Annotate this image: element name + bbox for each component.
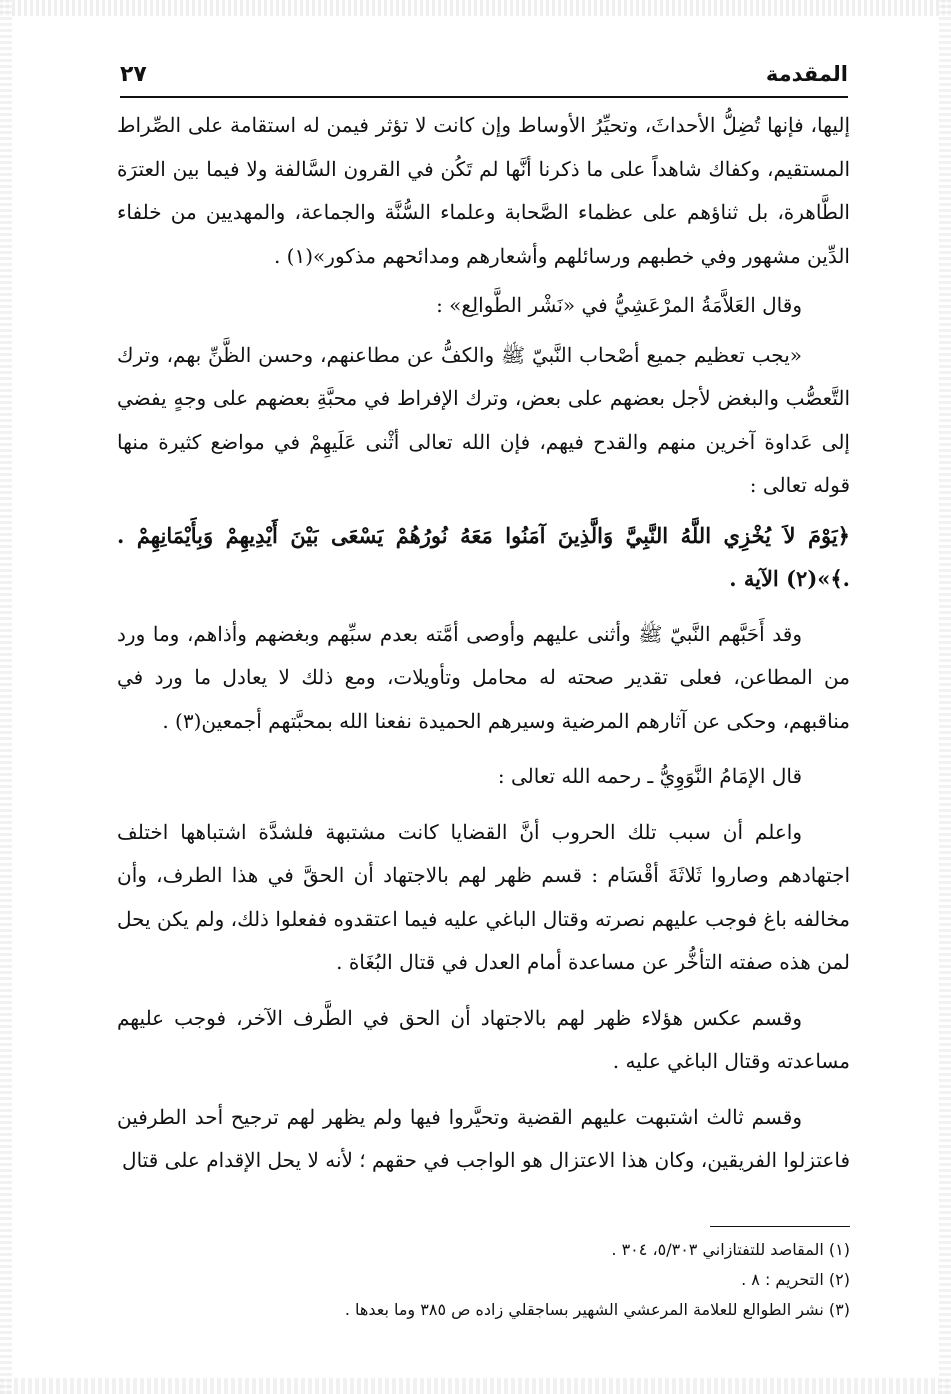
quran-verse: ﴿يَوْمَ لاَ يُخْزِي اللَّهُ النَّبِيَّ وَالَّذِينَ آمَنُوا مَعَهُ نُورُهُمْ يَسْعَى بَيْنَ أَيْدِيهِمْ وَبِأَيْمَانِهِمْ . .﴾»(٢) الآية . (117, 522, 850, 591)
scan-edge-right (939, 0, 951, 1394)
page-number: ٢٧ (120, 62, 147, 87)
paragraph-2: وقال العَلاَّمَةُ المرْعَشِيُّ في «نَشْر الطَّوالِع» : (436, 293, 802, 317)
paragraph-6: قال الإمَامُ النَّوَوِيُّ ـ رحمه الله تعالى : (497, 764, 802, 788)
paragraph-1: إليها، فإنها تُضِلُّ الأحداثَ، وتحيِّرُ الأوساط وإن كانت لا تؤثر فيمن له استقامة على الصِّراط المستقيم، وكفاك شاهداً على ما ذكرنا أنَّها لم تَكُن في القرون السَّالفة ولا فيما بين العترَة الطَّاهرة، بل ثناؤهم على عظماء الصَّحابة وعلماء السُّنَّة والجماعة، والمهديين من خلفاء الدِّين مشهور وفي خطبهم ورسائلهم وأشعارهم ومدائحهم مذكور»(١) . (117, 113, 850, 268)
paragraph-5: وقد أَحَبَّهم النَّبيّ ﷺ وأثنى عليهم وأوصى أمَّته بعدم سبِّهم وبغضهم وأذاهم، وما ورد من المطاعن، فعلى تقدير صحته له محامل وتأويلات، ومع ذلك لا يعادل ما ورد في مناقبهم، وحكى عن آثارهم المرضية وسيرهم الحميدة نفعنا الله بمحبَّتهم أجمعين(٣) . (117, 621, 850, 733)
footnote-2: (٢) التحريم : ٨ . (741, 1270, 850, 1289)
paragraph-9: وقسم ثالث اشتبهت عليهم القضية وتحيَّروا فيها ولم يظهر لهم ترجيح أحد الطرفين فاعتزلوا الفريقين، وكان هذا الاعتزال هو الواجب في حقهم ؛ لأنه لا يحل الإقدام على قتال (117, 1104, 850, 1172)
footnote-3: (٣) نشر الطوالع للعلامة المرعشي الشهير بساجقلي زاده ص ٣٨٥ وما بعدها . (344, 1300, 850, 1319)
footnotes (117, 1226, 850, 1325)
header-rule (120, 96, 848, 98)
scan-edge-top (0, 0, 951, 16)
running-title: المقدمة (765, 62, 848, 86)
body-text (117, 104, 850, 1183)
paragraph-3: «يجب تعظيم جميع أصْحاب النَّبيّ ﷺ والكفُّ عن مطاعنهم، وحسن الظَّنِّ بهم، وترك التَّعصُّب والبغض لأجل بعضهم على بعض، وترك الإفراط في محبَّةِ بعضهم على وجهٍ يفضي إلى عَداوة آخرين منهم والقدح فيهم، فإن الله تعالى أثْنى عَلَيهِمْ في مواضع كثيرة منها قوله تعالى : (117, 342, 850, 497)
footnote-rule (710, 1226, 850, 1227)
scan-edge-bottom (0, 1378, 951, 1394)
footnote-1: (١) المقاصد للتفتازاني ٥/٣٠٣، ٣٠٤ . (611, 1240, 850, 1259)
page-header (120, 58, 848, 98)
paragraph-7: واعلم أن سبب تلك الحروب أنَّ القضايا كانت مشتبهة فلشدَّة اشتباهها اختلف اجتهادهم وصاروا ثَلاثَةَ أقْسَام : قسم ظهر لهم بالاجتهاد أن الحقَّ في هذا الطرف، وأن مخالفه باغ فوجب عليهم نصرته وقتال الباغي عليه فيما اعتقدوه ففعلوا ذلك، ولم يكن يحل لمن هذه صفته التأخُّر عن مساعدة أمام العدل في قتال البُغَاة . (117, 819, 850, 974)
scan-edge-left (0, 0, 12, 1394)
paragraph-8: وقسم عكس هؤلاء ظهر لهم بالاجتهاد أن الحق في الطَّرف الآخر، فوجب عليهم مساعدته وقتال الباغي عليه . (117, 1005, 850, 1073)
